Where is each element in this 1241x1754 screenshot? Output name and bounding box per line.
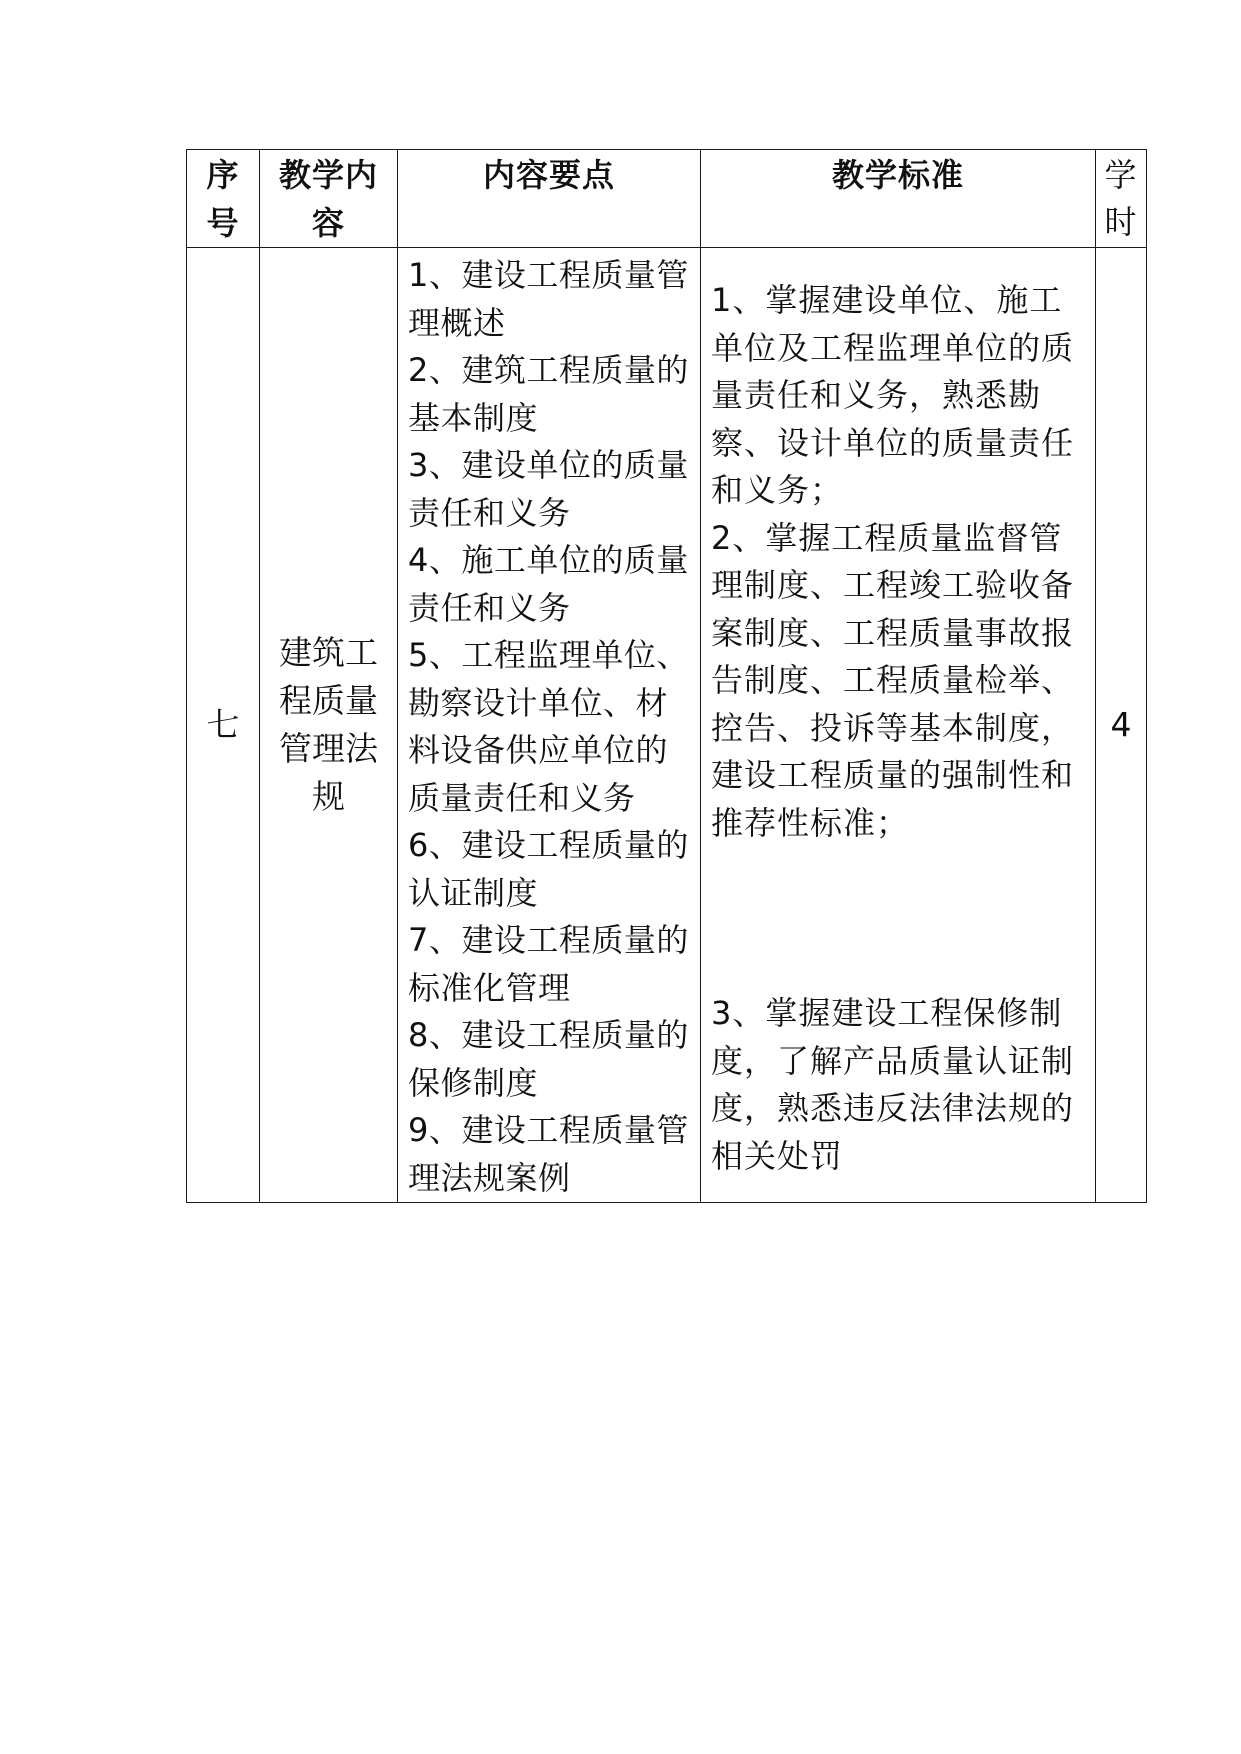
list-item: 3、建设单位的质量责任和义务 — [408, 446, 689, 532]
row-seq-cell — [187, 248, 260, 1203]
header-standard: 教学标准 — [831, 156, 964, 194]
list-item: 6、建设工程质量的认证制度 — [408, 826, 689, 912]
header-seq-cell — [187, 150, 260, 248]
row-hours: 4 — [1110, 705, 1132, 744]
standard-item-1: 1、掌握建设单位、施工单位及工程监理单位的质量责任和义务，熟悉勘察、设计单位的质量责任和义务； — [711, 281, 1075, 509]
header-hours: 学 时 — [1104, 156, 1138, 241]
standard-item-3: 3、掌握建设工程保修制度，了解产品质量认证制度，熟悉违反法律法规的相关处罚 — [711, 994, 1075, 1175]
list-item: 9、建设工程质量管理法规案例 — [408, 1111, 689, 1197]
header-points: 内容要点 — [482, 156, 615, 194]
teaching-standards — [701, 248, 1095, 1175]
header-content: 教学内 容 — [278, 156, 378, 242]
list-item: 5、工程监理单位、勘察设计单位、材料设备供应单位的质量责任和义务 — [408, 636, 689, 817]
row-content: 建筑工 程质量 管理法 规 — [279, 633, 378, 816]
list-item: 4、施工单位的质量责任和义务 — [408, 541, 689, 627]
list-item: 1、建设工程质量管理概述 — [408, 256, 689, 342]
header-hours-cell — [1096, 150, 1147, 248]
list-item: 2、建筑工程质量的基本制度 — [408, 351, 689, 437]
header-content-cell — [260, 150, 398, 248]
list-item: 7、建设工程质量的标准化管理 — [408, 921, 689, 1007]
row-seq: 七 — [206, 705, 240, 744]
standard-item-2: 2、掌握工程质量监督管理制度、工程竣工验收备案制度、工程质量事故报告制度、工程质量检举、控告、投诉等基本制度，建设工程质量的强制性和推荐性标准； — [711, 518, 1075, 842]
table-row — [187, 248, 1147, 1203]
row-standards-cell — [701, 248, 1096, 1203]
header-standard-cell — [701, 150, 1096, 248]
list-item: 8、建设工程质量的保修制度 — [408, 1016, 689, 1102]
table-header-row — [187, 150, 1147, 248]
header-points-cell — [398, 150, 701, 248]
syllabus-table — [186, 149, 1147, 1203]
row-points-cell — [398, 248, 701, 1203]
header-seq: 序 号 — [206, 156, 240, 242]
row-content-cell — [260, 248, 398, 1203]
content-points-list — [398, 248, 700, 1202]
row-hours-cell — [1096, 248, 1147, 1203]
